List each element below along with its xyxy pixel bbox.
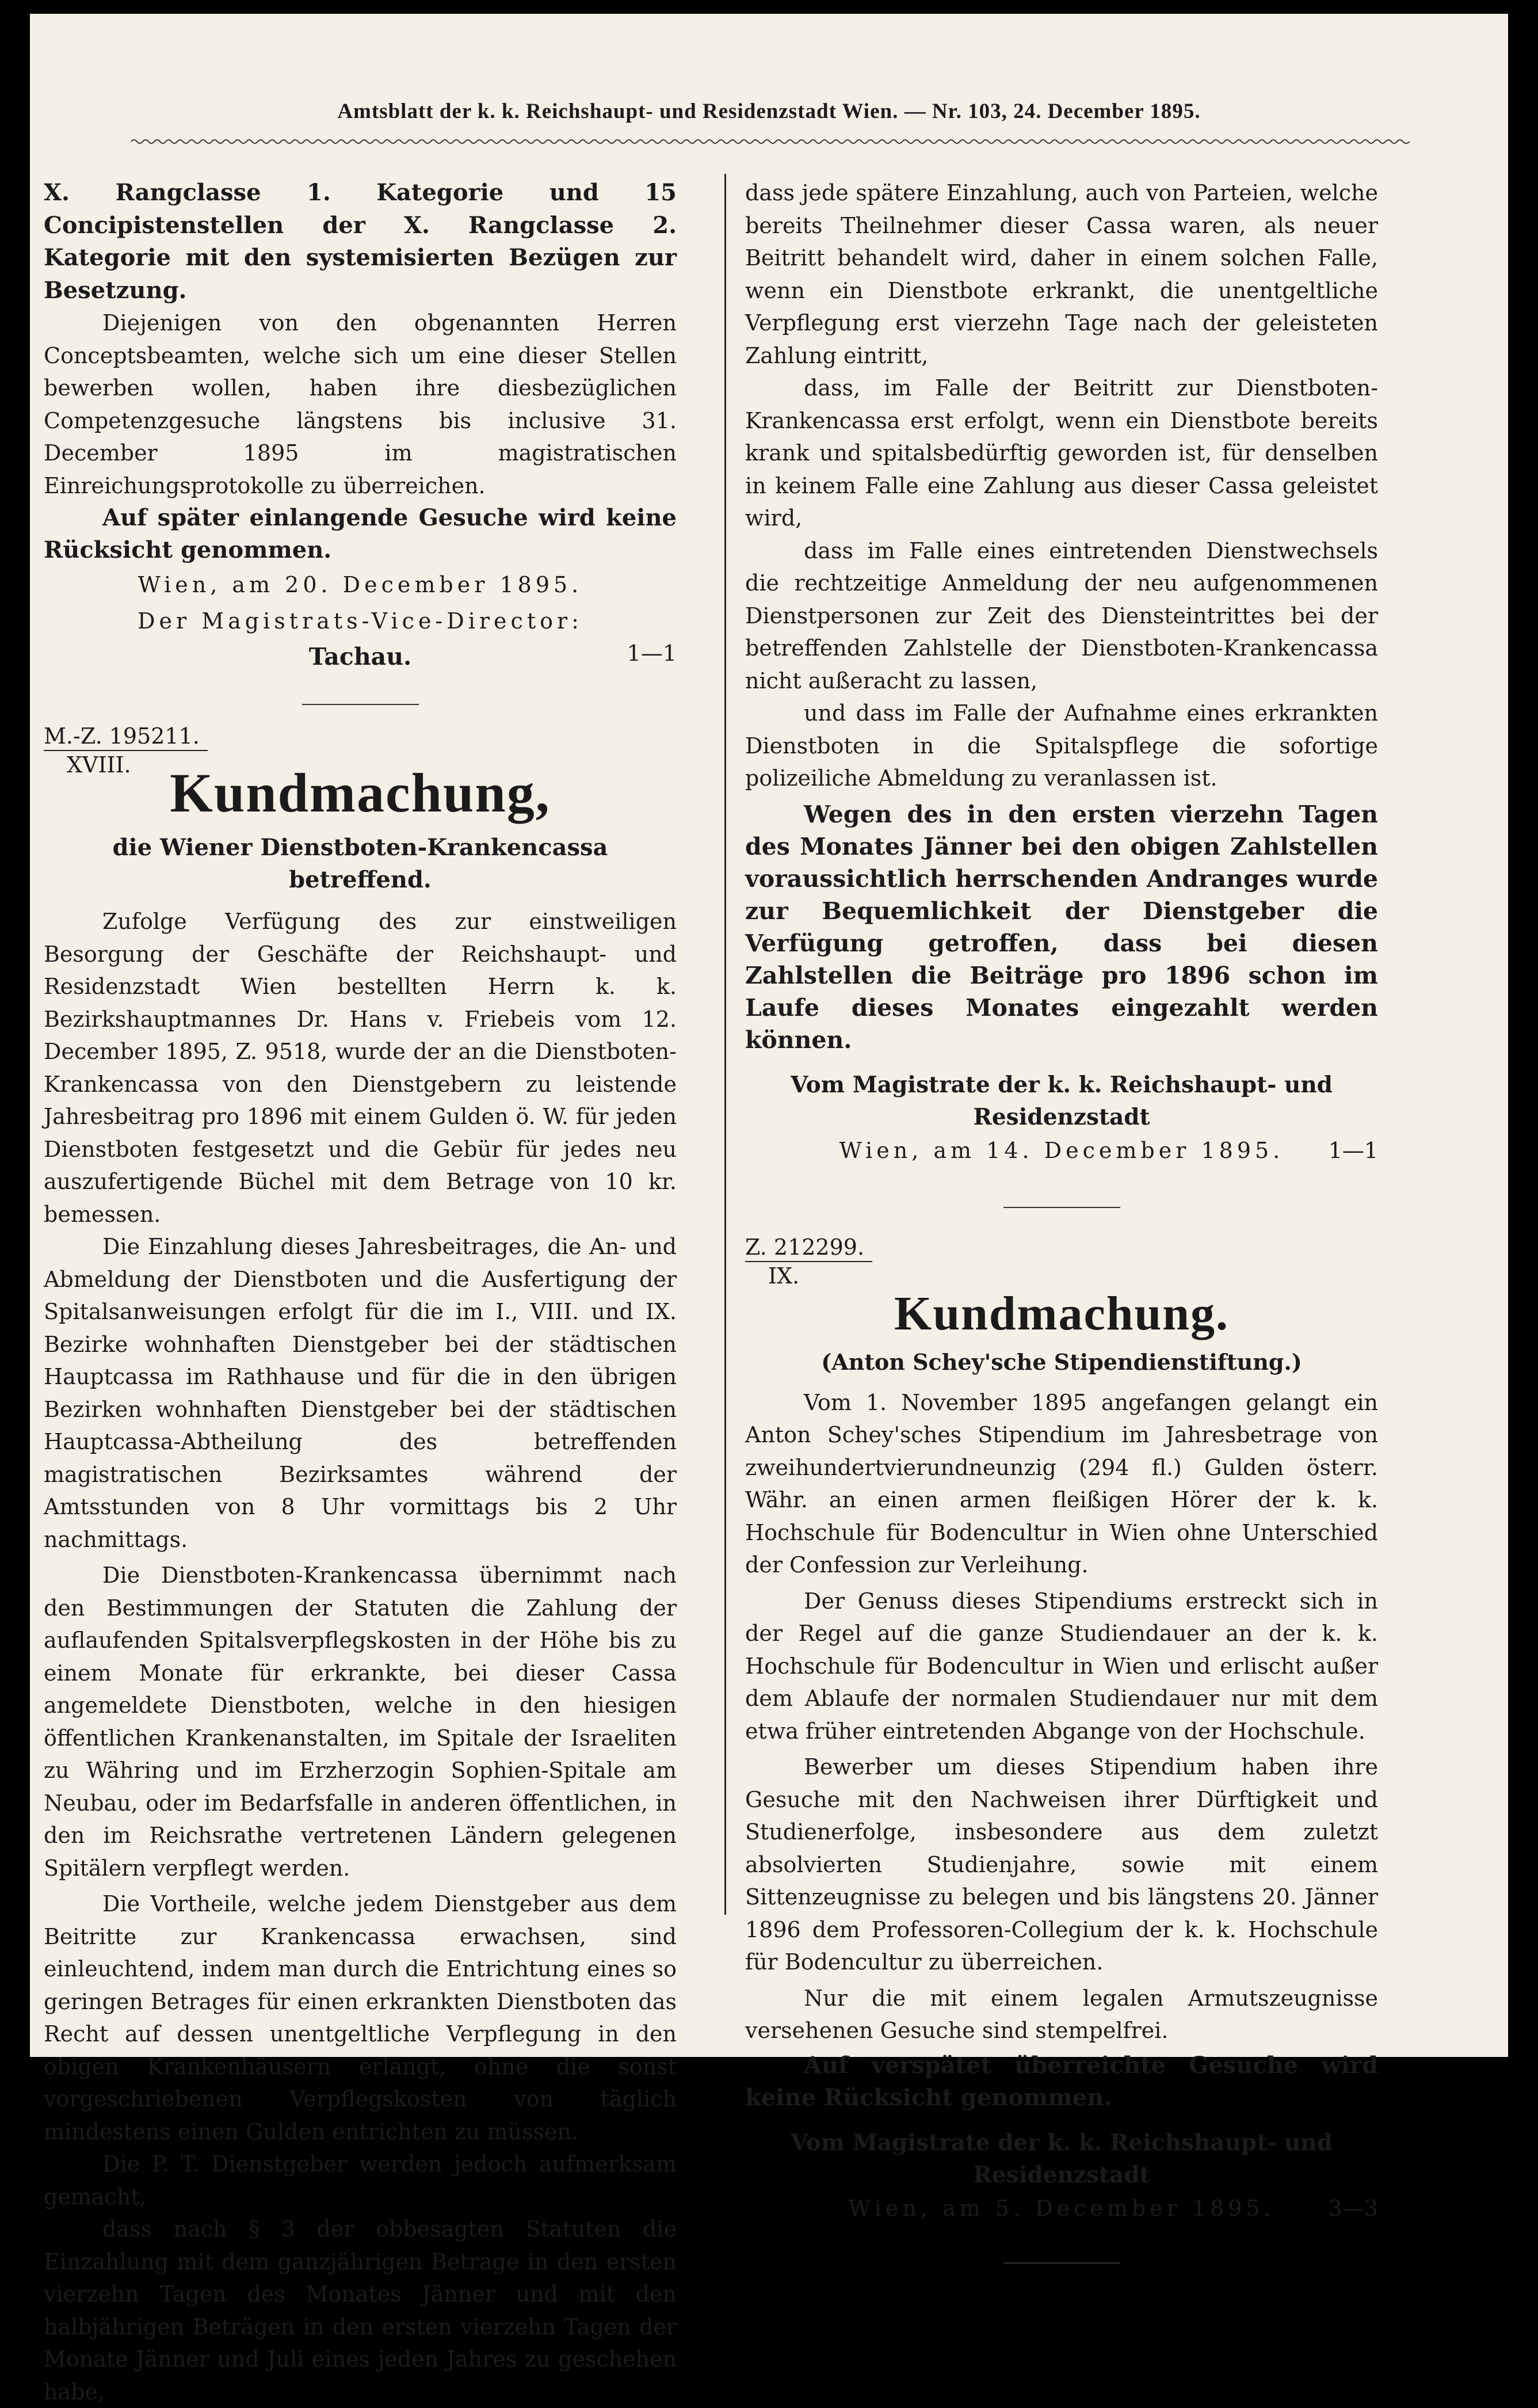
district-number: XVIII. <box>67 752 131 778</box>
left-column <box>44 177 677 2408</box>
issue-count: 3—3 <box>1328 2195 1378 2221</box>
paragraph: Der Genuss dieses Stipendiums erstreckt sich in der Regel auf die ganze Studiendauer an der k. k. Hochschule für Bodencultur in Wien und erlischt außer dem Ablaufe der normalen Studiendauer nur mit dem etwa früher eintretenden Abgange von der Hochschule. <box>745 1588 1378 1744</box>
scanned-page <box>30 14 1508 2405</box>
reference-number: Z. 212299. <box>745 1233 872 1262</box>
paragraph: Vom 1. November 1895 angefangen gelangt ein Anton Schey'sches Stipendium im Jahresbetrage von zweihundertvierundneunzig (294 fl.) Gulden österr. Währ. an einen armen fleißigen Hörer der k. k. Hochschule für Bodencultur in Wien ohne Unterschied der Confession zur Verleihung. <box>745 1389 1378 1578</box>
paragraph: dass nach § 3 der obbesagten Statuten die Einzahlung mit dem ganzjährigen Betrage in den ersten vierzehn Tagen des Monates Jänner und mit den halbjährigen Beträgen in den ersten vierzehn Tagen der Monate Jänner und Juli eines jeden Jahres zu geschehen habe, <box>44 2216 677 2405</box>
paragraph: Die Vortheile, welche jedem Dienstgeber aus dem Beitritte zur Krankencassa erwachsen, sind einleuchtend, indem man durch die Entrichtung eines so geringen Betrages für einen erkrankten Dienstboten das Recht auf dessen unentgeltliche Verpflegung in den obigen Krankenhäusern erlangt, ohne die sonst vorgeschriebenen Verpflegskosten von täglich mindestens einen Gulden entrichten zu müssen. <box>44 1891 677 2144</box>
issue-count: 1—1 <box>627 641 677 666</box>
paragraph: Nur die mit einem legalen Armutszeugnisse versehenen Gesuche sind stempelfrei. <box>745 1985 1378 2043</box>
signature-row <box>745 1138 1378 1172</box>
paragraph: dass jede spätere Einzahlung, auch von Parteien, welche bereits Theilnehmer dieser Cassa waren, als neuer Beitritt behandelt wird, daher in einem solchen Falle, wenn ein Dienstbote erkrankt, die unentgeltliche Verpflegung erst vierzehn Tage nach der geleisteten Zahlung eintritt, <box>745 180 1378 368</box>
issue-count: 1—1 <box>1328 1137 1378 1163</box>
paragraph: Bewerber um dieses Stipendium haben ihre Gesuche mit den Nachweisen ihrer Dürftigkeit und Studienerfolge, insbesondere aus dem zuletzt absolvierten Studienjahre, sowie mit einem Sittenzeugnisse zu belegen und bis längstens 20. Jänner 1896 dem Professoren-Collegium der k. k. Hochschule für Bodencultur zu überreichen. <box>745 1754 1378 1975</box>
notice-bold: Auf verspätet überreichte Gesuche wird keine Rücksicht genommen. <box>745 2051 1378 2111</box>
signer-name: Tachau. <box>308 643 412 670</box>
notice-title: Kundmachung. <box>894 1286 1229 1340</box>
notice-title: Kundmachung, <box>170 762 551 824</box>
notice-bold: Wegen des in den ersten vierzehn Tagen des Monates Jänner bei den obigen Zahlstellen voraussichtlich herrschenden Andranges wurde zur Bequemlichkeit der Dienstgeber die Verfügung getroffen, dass bei diesen Zahlstellen die Beiträge pro 1896 schon im Laufe dieses Monates eingezahlt werden können. <box>745 800 1378 1054</box>
issuing-authority: Vom Magistrate der k. k. Reichshaupt- und Residenzstadt <box>791 1071 1333 1130</box>
section-divider <box>1003 2262 1120 2264</box>
reference-block <box>745 1233 1378 1290</box>
district-number: IX. <box>768 1263 800 1289</box>
column-divider <box>724 174 726 1915</box>
paragraph: Zufolge Verfügung des zur einstweiligen Besorgung der Geschäfte der Reichshaupt- und Residenzstadt Wien bestellten Herrn k. k. Bezirkshauptmannes Dr. Hans v. Friebeis vom 12. December 1895, Z. 9518, wurde der an die Dienstboten-Krankencassa von den Dienstgebern zu leistende Jahresbeitrag pro 1896 mit einem Gulden ö. W. für jeden Dienstboten festgesetzt und die Gebür für jedes neu auszufertigende Büchel mit dem Betrage von 10 kr. bemessen. <box>44 909 677 1227</box>
notice-subtitle: die Wiener Dienstboten-Krankencassa betreffend. <box>112 834 608 893</box>
paragraph: dass, im Falle der Beitritt zur Dienstboten-Krankencassa erst erfolgt, wenn ein Dienstbote bereits krank und spitalsbedürftig geworden ist, für denselben in keinem Falle eine Zahlung aus dieser Cassa geleistet wird, <box>745 375 1378 531</box>
notice-bold: Auf später einlangende Gesuche wird keine Rücksicht genommen. <box>44 504 677 563</box>
place-date: Wien, am 5. December 1895. <box>848 2195 1275 2221</box>
wavy-rule <box>131 137 1410 146</box>
running-head: Amtsblatt der k. k. Reichshaupt- und Residenzstadt Wien. — Nr. 103, 24. December 1895. <box>337 100 1201 123</box>
section-divider <box>302 704 419 705</box>
signature-row <box>745 2196 1378 2230</box>
issuing-authority: Vom Magistrate der k. k. Reichshaupt- und Residenzstadt <box>791 2129 1333 2188</box>
paragraph: X. Rangclasse 1. Kategorie und 15 Concipistenstellen der X. Rangclasse 2. Kategorie mit den systemisierten Bezügen zur Besetzung. <box>44 179 677 304</box>
paragraph: Diejenigen von den obgenannten Herren Conceptsbeamten, welche sich um eine dieser Stellen bewerben wollen, haben ihre diesbezüglichen Competenzgesuche längstens bis inclusive 31. December 1895 im magistratischen Einreichungsprotokolle zu überreichen. <box>44 310 677 498</box>
paragraph: Die P. T. Dienstgeber werden jedoch aufmerksam gemacht, <box>44 2151 677 2209</box>
reference-number: M.-Z. 195211. <box>44 722 208 751</box>
signer-title: Der Magistrats-Vice-Director: <box>138 608 583 634</box>
section-divider <box>1003 1207 1120 1208</box>
right-column <box>745 177 1378 2264</box>
paragraph: dass im Falle eines eintretenden Dienstwechsels die rechtzeitige Anmeldung der neu aufgenommenen Dienstpersonen zur Zeit des Diensteintrittes bei der betreffenden Zahlstelle der Dienstboten-Krankencassa nicht außeracht zu lassen, <box>745 538 1378 694</box>
place-date: Wien, am 14. December 1895. <box>839 1137 1284 1163</box>
signature-row <box>44 641 677 675</box>
paragraph: Die Einzahlung dieses Jahresbeitrages, die An- und Abmeldung der Dienstboten und die Ausfertigung der Spitalsanweisungen erfolgt für die im I., VIII. und IX. Bezirke wohnhaften Dienstgeber bei der städtischen Hauptcassa im Rathhause und für die in den übrigen Bezirken wohnhaften Dienstgeber bei der städtischen Hauptcassa-Abtheilung des betreffenden magistratischen Bezirksamtes während der Amtsstunden von 8 Uhr vormittags bis 2 Uhr nachmittags. <box>44 1234 677 1552</box>
place-date: Wien, am 20. December 1895. <box>138 572 583 597</box>
notice-subtitle: (Anton Schey'sche Stipendienstiftung.) <box>821 1348 1302 1375</box>
paragraph: Die Dienstboten-Krankencassa übernimmt nach den Bestimmungen der Statuten die Zahlung der auflaufenden Spitalsverpflegskosten in der Höhe bis zu einem Monate für erkrankte, bei dieser Cassa angemeldete Dienstboten, welche in den hiesigen öffentlichen Krankenanstalten, im Spitale der Israeliten zu Währing und im Erzherzogin Sophien-Spitale am Neubau, oder im Bedarfsfalle in anderen öffentlichen, in den im Reichsrathe vertretenen Ländern gelegenen Spitälern verpflegt werden. <box>44 1563 677 1881</box>
paragraph: und dass im Falle der Aufnahme eines erkrankten Dienstboten in die Spitalspflege die sofortige polizeiliche Abmeldung zu veranlassen ist. <box>745 700 1378 791</box>
